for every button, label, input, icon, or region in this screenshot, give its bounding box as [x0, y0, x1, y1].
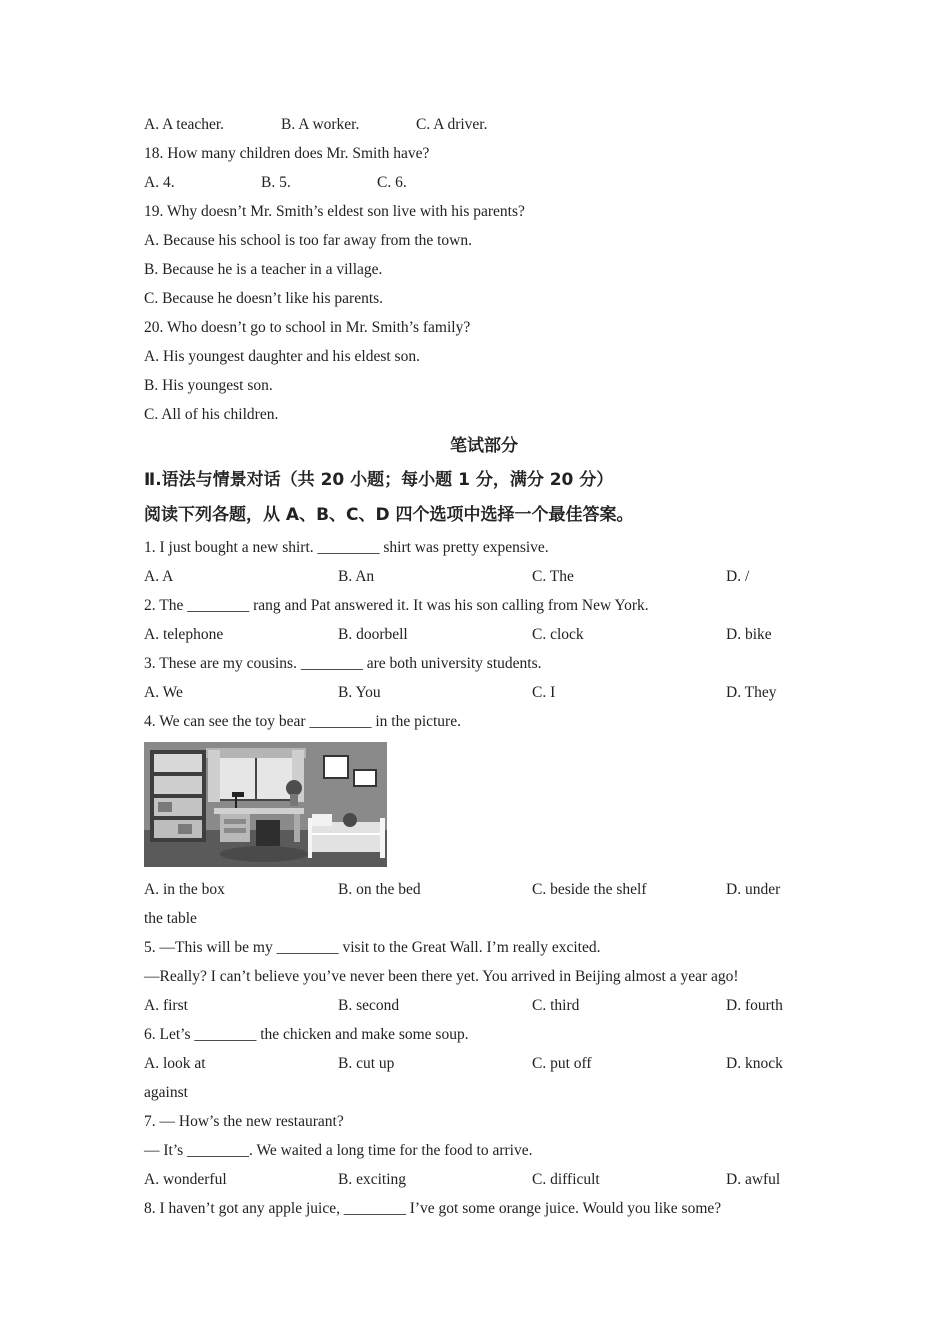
- option-a: A. We: [144, 684, 183, 701]
- option-a: A. A: [144, 568, 174, 585]
- q20-option-a: A. His youngest daughter and his eldest son.: [144, 348, 420, 365]
- option-b: B. cut up: [338, 1055, 395, 1072]
- exam-page: [144, 110, 824, 1223]
- option-c: C. beside the shelf: [532, 881, 647, 898]
- option-d: D. fourth: [726, 997, 783, 1014]
- q2-stem: 2. The ________ rang and Pat answered it. It was his son calling from New York.: [144, 597, 649, 614]
- option-a: A. look at: [144, 1055, 206, 1072]
- option-c: C. I: [532, 684, 556, 701]
- option-b: B. doorbell: [338, 626, 408, 643]
- q4-option-d-wrap: the table: [144, 910, 197, 927]
- q8-stem: 8. I haven’t got any apple juice, ________ I’ve got some orange juice. Would you like some?: [144, 1200, 722, 1217]
- q19-stem: 19. Why doesn’t Mr. Smith’s eldest son live with his parents?: [144, 203, 525, 220]
- q1-stem: 1. I just bought a new shirt. ________ shirt was pretty expensive.: [144, 539, 549, 556]
- option-a: A. wonderful: [144, 1171, 227, 1188]
- option-d: D. bike: [726, 626, 772, 643]
- option-a: A. 4.: [144, 174, 175, 191]
- option-c: C. The: [532, 568, 574, 585]
- option-c: C. A driver.: [416, 116, 488, 133]
- option-a: A. first: [144, 997, 188, 1014]
- q4-stem: 4. We can see the toy bear ________ in the picture.: [144, 713, 461, 730]
- option-d: D. under: [726, 881, 781, 898]
- q7-stem-reply: — It’s ________. We waited a long time for the food to arrive.: [144, 1142, 533, 1159]
- q4-options: [144, 875, 824, 904]
- option-c: C. third: [532, 997, 580, 1014]
- q17-options: [144, 110, 824, 139]
- option-b: B. An: [338, 568, 375, 585]
- option-b: B. exciting: [338, 1171, 407, 1188]
- option-d: D. /: [726, 568, 750, 585]
- q3-stem: 3. These are my cousins. ________ are both university students.: [144, 655, 542, 672]
- option-b: B. second: [338, 997, 400, 1014]
- q6-options: [144, 1049, 824, 1078]
- q20-option-c: C. All of his children.: [144, 406, 279, 423]
- q7-options: [144, 1165, 824, 1194]
- option-c: C. put off: [532, 1055, 592, 1072]
- option-a: A. telephone: [144, 626, 224, 643]
- q6-option-d-wrap: against: [144, 1084, 188, 1101]
- option-d: D. They: [726, 684, 777, 701]
- q18-stem: 18. How many children does Mr. Smith have?: [144, 145, 430, 162]
- section-2-title: Ⅱ.语法与情景对话（共 20 小题；每小题 1 分，满分 20 分）: [144, 470, 614, 490]
- q19-option-a: A. Because his school is too far away from the town.: [144, 232, 473, 249]
- q7-stem: 7. — How’s the new restaurant?: [144, 1113, 344, 1130]
- q19-option-c: C. Because he doesn’t like his parents.: [144, 290, 384, 307]
- section-2-instruction: 阅读下列各题，从 A、B、C、D 四个选项中选择一个最佳答案。: [144, 505, 634, 525]
- bedroom-picture: [144, 742, 387, 867]
- q6-stem: 6. Let’s ________ the chicken and make some soup.: [144, 1026, 469, 1043]
- option-d: D. knock: [726, 1055, 783, 1072]
- option-a: A. in the box: [144, 881, 225, 898]
- q3-options: [144, 678, 824, 707]
- option-b: B. You: [338, 684, 381, 701]
- option-c: C. clock: [532, 626, 584, 643]
- q18-options: [144, 168, 824, 197]
- q1-options: [144, 562, 824, 591]
- option-c: C. difficult: [532, 1171, 600, 1188]
- q5-stem-reply: —Really? I can’t believe you’ve never been there yet. You arrived in Beijing almost a year ago!: [144, 968, 739, 985]
- q20-stem: 20. Who doesn’t go to school in Mr. Smith’s family?: [144, 319, 471, 336]
- option-a: A. A teacher.: [144, 116, 225, 133]
- q5-stem: 5. —This will be my ________ visit to the Great Wall. I’m really excited.: [144, 939, 601, 956]
- option-b: B. on the bed: [338, 881, 421, 898]
- q5-options: [144, 991, 824, 1020]
- q19-option-b: B. Because he is a teacher in a village.: [144, 261, 383, 278]
- option-d: D. awful: [726, 1171, 781, 1188]
- q2-options: [144, 620, 824, 649]
- option-b: B. A worker.: [281, 116, 360, 133]
- option-b: B. 5.: [261, 174, 291, 191]
- q20-option-b: B. His youngest son.: [144, 377, 273, 394]
- written-part-title: 笔试部分: [450, 436, 518, 456]
- option-c: C. 6.: [377, 174, 407, 191]
